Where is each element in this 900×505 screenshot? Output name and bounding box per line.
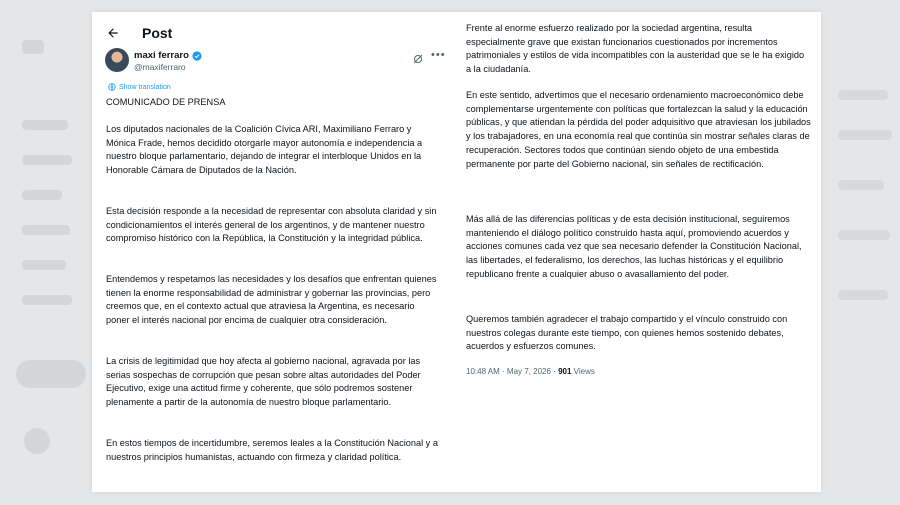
post-card [92, 12, 821, 492]
author-name: maxi ferraro [134, 50, 189, 61]
show-translation-label: Show translation [119, 83, 171, 91]
post-paragraph: En este sentido, advertimos que el necesario ordenamiento macroeconómico debe complementarse urgentemente con políticas que fortalezcan la salud y la educación públicas, y que atiendan la pérdida del poder adquisitivo que atraviesan los jubilados y los trabajadores, en una economía real que continúa sin mostrar señales claras de recuperación. Sectores todos que continúan siendo objeto de una embestida permanente por parte del Gobierno nacional, sin señales de rectificación. [466, 90, 811, 169]
post-paragraph: Más allá de las diferencias políticas y de esta decisión institucional, seguiremos manteniendo el diálogo político construido hasta aquí, promoviendo acuerdos y acciones comunes cada vez que sea necesario defender la Constitución Nacional, las libertades, el federalismo, los derechos, las luchas históricas y el equilibrio republicano frente a cualquier abuso o avasallamiento del poder. [466, 214, 802, 279]
post-author [105, 48, 446, 78]
post-paragraph: Queremos también agradecer el trabajo compartido y el vínculo construido con nuestros colegas durante este tiempo, con quienes hemos sostenido debates, acuerdos y esfuerzos comunes. [466, 314, 788, 352]
verified-badge-icon [192, 51, 202, 61]
avatar[interactable] [105, 48, 129, 72]
post-paragraph: Esta decisión responde a la necesidad de representar con absoluta claridad y sin condicionamientos el interés general de los argentinos, y de mantener nuestro compromiso histórico con la República, la Constitución y la integridad pública. [106, 206, 437, 244]
post-paragraph: En estos tiempos de incertidumbre, seremos leales a la Constitución Nacional y a nuestros principios humanistas, actuando con firmeza y claridad política. [106, 438, 438, 462]
post-left-column [92, 12, 448, 492]
post-paragraph: Los diputados nacionales de la Coalición Cívica ARI, Maximiliano Ferraro y Mónica Frade, hemos decidido otorgarle mayor autonomía e independencia a nuestro bloque parlamentario, dejando de integrar el interbloque Unidos en la Honorable Cámara de Diputados de la Nación. [106, 124, 423, 176]
author-handle[interactable]: @maxiferraro [134, 62, 186, 72]
separator: · [499, 367, 507, 376]
post-metadata [466, 367, 595, 376]
separator: · [550, 367, 559, 376]
back-arrow-icon[interactable] [104, 24, 122, 42]
post-paragraph: Frente al enorme esfuerzo realizado por la sociedad argentina, resulta especialmente grave que existan funcionarios cuestionados por incrementos patrimoniales y estilos de vida incompatibles con la austeridad que se le ha exigido a la ciudadanía. [466, 23, 805, 75]
show-translation-link[interactable] [108, 83, 171, 91]
post-header [104, 22, 434, 44]
globe-icon [108, 83, 116, 91]
post-paragraph: Entendemos y respetamos las necesidades y los desafíos que enfrentan quienes tienen la enorme responsabilidad de administrar y gobernar las provincias, pero creemos que, en el contexto actual que atraviesa la Argentina, es necesario poner el interés nacional por encima de cualquier otra consideración. [106, 274, 437, 326]
author-name-link[interactable] [134, 50, 202, 61]
grok-icon[interactable] [412, 52, 424, 64]
background-sidebar [0, 0, 90, 505]
more-options-icon[interactable]: ••• [431, 49, 446, 61]
post-date[interactable]: May 7, 2026 [506, 367, 551, 376]
views-count: 901 [558, 367, 572, 376]
post-paragraph-heading: COMUNICADO DE PRENSA [106, 97, 226, 107]
views-label: Views [571, 367, 595, 376]
post-right-column [466, 12, 811, 492]
post-time[interactable]: 10:48 AM [466, 367, 500, 376]
page-title: Post [142, 25, 173, 41]
post-paragraph: La crisis de legitimidad que hoy afecta al gobierno nacional, agravada por las serias sospechas de corrupción que pesan sobre altas autoridades del Poder Ejecutivo, exige una actitud firme y coherente, que sólo podremos sostener plenamente a partir de la autonomía de nuestro bloque parlamentario. [106, 356, 421, 408]
